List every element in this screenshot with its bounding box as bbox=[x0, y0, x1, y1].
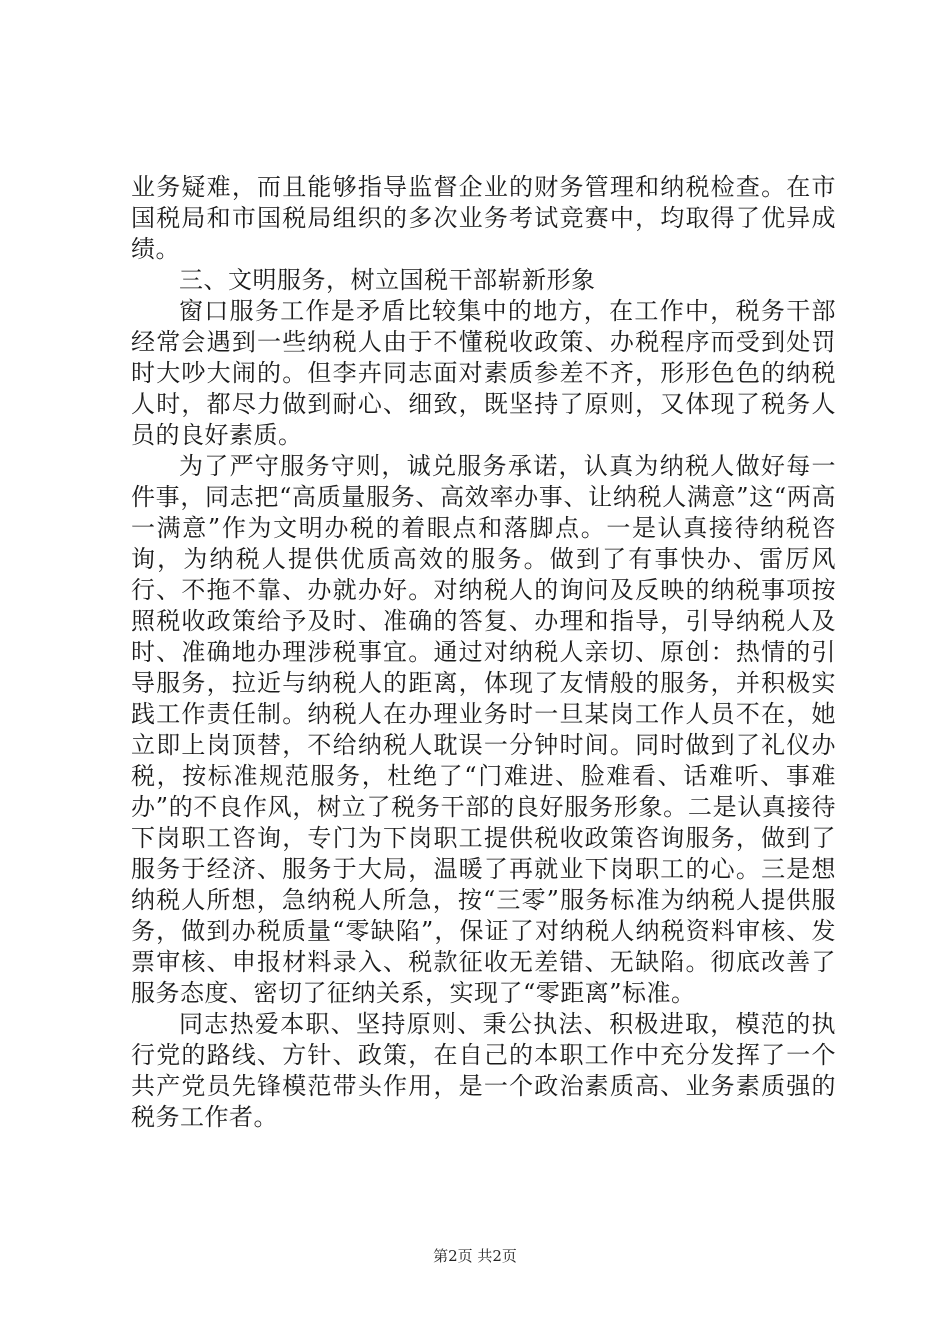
paragraph: 窗口服务工作是矛盾比较集中的地方，在工作中，税务干部经常会遇到一些纳税人由于不懂税收政策、办税程序而受到处罚时大吵大闹的。但李卉同志面对素质参差不齐，形形色色的纳税人时，都尽力做到耐心、细致，既坚持了原则，又体现了税务人员的良好素质。 bbox=[131, 297, 836, 449]
paragraph: 为了严守服务守则，诚兑服务承诺，认真为纳税人做好每一件事，同志把“高质量服务、高效率办事、让纳税人满意”这“两高一满意”作为文明办税的着眼点和落脚点。一是认真接待纳税咨询，为纳税人提供优质高效的服务。做到了有事快办、雷厉风行、不拖不靠、办就办好。对纳税人的询问及反映的纳税事项按照税收政策给予及时、准确的答复、办理和指导，引导纳税人及时、准确地办理涉税事宜。通过对纳税人亲切、原创：热情的引导服务，拉近与纳税人的距离，体现了友情般的服务，并积极实践工作责任制。纳税人在办理业务时一旦某岗工作人员不在，她立即上岗顶替，不给纳税人耽误一分钟时间。同时做到了礼仪办税，按标准规范服务，杜绝了“门难进、脸难看、话难听、事难办”的不良作风，树立了税务干部的良好服务形象。二是认真接待下岗职工咨询，专门为下岗职工提供税收政策咨询服务，做到了服务于经济、服务于大局，温暖了再就业下岗职工的心。三是想纳税人所想，急纳税人所急，按“三零”服务标准为纳税人提供服务，做到办税质量“零缺陷”，保证了对纳税人纳税资料审核、发票审核、申报材料录入、税款征收无差错、无缺陷。彻底改善了服务态度、密切了征纳关系，实现了“零距离”标准。 bbox=[131, 452, 836, 1007]
paragraph-continuation: 业务疑难，而且能够指导监督企业的财务管理和纳税检查。在市国税局和市国税局组织的多次业务考试竞赛中，均取得了优异成绩。 bbox=[131, 173, 836, 263]
section-heading: 三、文明服务，树立国税干部崭新形象 bbox=[179, 266, 596, 294]
page-footer: 第2页 共2页 bbox=[433, 1247, 517, 1265]
paragraph: 同志热爱本职、坚持原则、秉公执法、积极进取，模范的执行党的路线、方针、政策，在自己的本职工作中充分发挥了一个共产党员先锋模范带头作用，是一个政治素质高、业务素质强的税务工作者。 bbox=[131, 1010, 836, 1131]
document-body bbox=[131, 172, 836, 1133]
